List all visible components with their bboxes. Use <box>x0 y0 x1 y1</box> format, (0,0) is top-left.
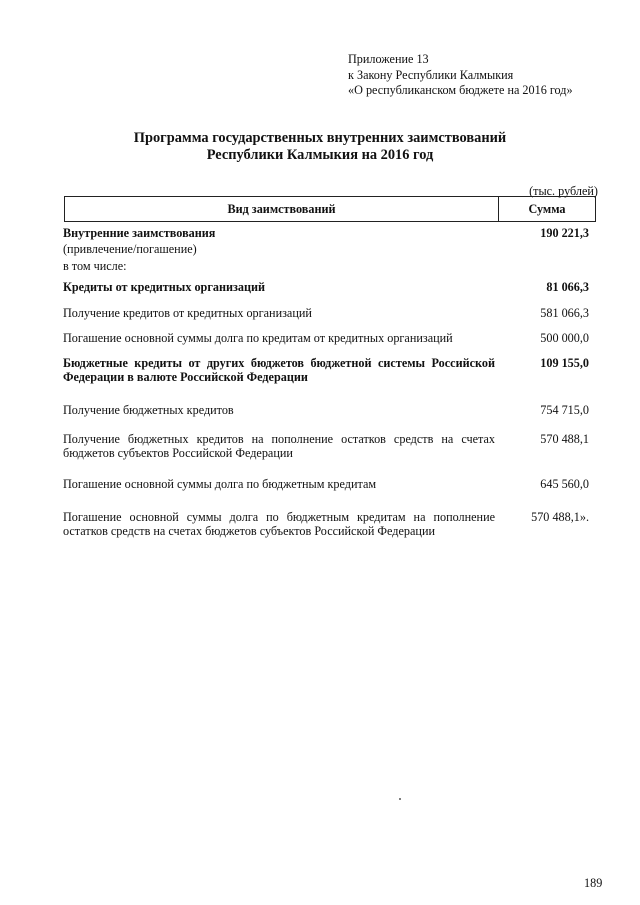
row-amount: 581 066,3 <box>540 306 589 320</box>
page-number: 189 <box>584 876 603 890</box>
row-label: Погашение основной суммы долга по бюджетным кредитам на пополнение остатков средств на счетах бюджетов субъектов Российской Федерации <box>63 510 495 538</box>
row-label: Получение бюджетных кредитов на пополнение остатков средств на счетах бюджетов субъектов Российской Федерации <box>63 432 495 460</box>
annex-line-1: Приложение 13 <box>348 52 429 66</box>
row-label: Бюджетные кредиты от других бюджетов бюджетной системы Российской Федерации в валюте Российской Федерации <box>63 356 495 384</box>
row-label: Кредиты от кредитных организаций <box>63 280 266 294</box>
row-note: (привлечение/погашение) <box>63 242 197 256</box>
row-amount: 570 488,1 <box>540 432 589 446</box>
column-header-type: Вид заимствований <box>65 197 499 221</box>
row-amount: 570 488,1». <box>531 510 589 524</box>
units-note: (тыс. рублей) <box>529 184 598 198</box>
row-amount: 500 000,0 <box>540 331 589 345</box>
row-label: Получение кредитов от кредитных организаций <box>63 306 312 320</box>
row-note: в том числе: <box>63 259 127 273</box>
column-header-sum: Сумма <box>528 201 566 216</box>
row-amount: 754 715,0 <box>540 403 589 417</box>
row-amount: 109 155,0 <box>540 356 589 370</box>
row-amount: 645 560,0 <box>540 477 589 491</box>
title-line-2: Республики Калмыкия на 2016 год <box>206 147 434 163</box>
row-label: Погашение основной суммы долга по кредитам от кредитных организаций <box>63 331 453 345</box>
annex-line-2: к Закону Республики Калмыкия <box>348 67 514 82</box>
table-header <box>64 196 596 222</box>
row-amount: 81 066,3 <box>546 280 589 294</box>
title-line-1: Программа государственных внутренних заимствований <box>133 130 507 146</box>
annex-reference <box>348 52 573 99</box>
annex-line-3: «О республиканском бюджете на 2016 год» <box>348 83 573 97</box>
row-amount: 190 221,3 <box>540 226 589 240</box>
document-title <box>0 130 640 164</box>
row-label: Получение бюджетных кредитов <box>63 403 234 417</box>
row-label: Внутренние заимствования <box>63 226 216 240</box>
row-label: Погашение основной суммы долга по бюджетным кредитам <box>63 477 377 491</box>
stray-mark <box>399 798 401 800</box>
